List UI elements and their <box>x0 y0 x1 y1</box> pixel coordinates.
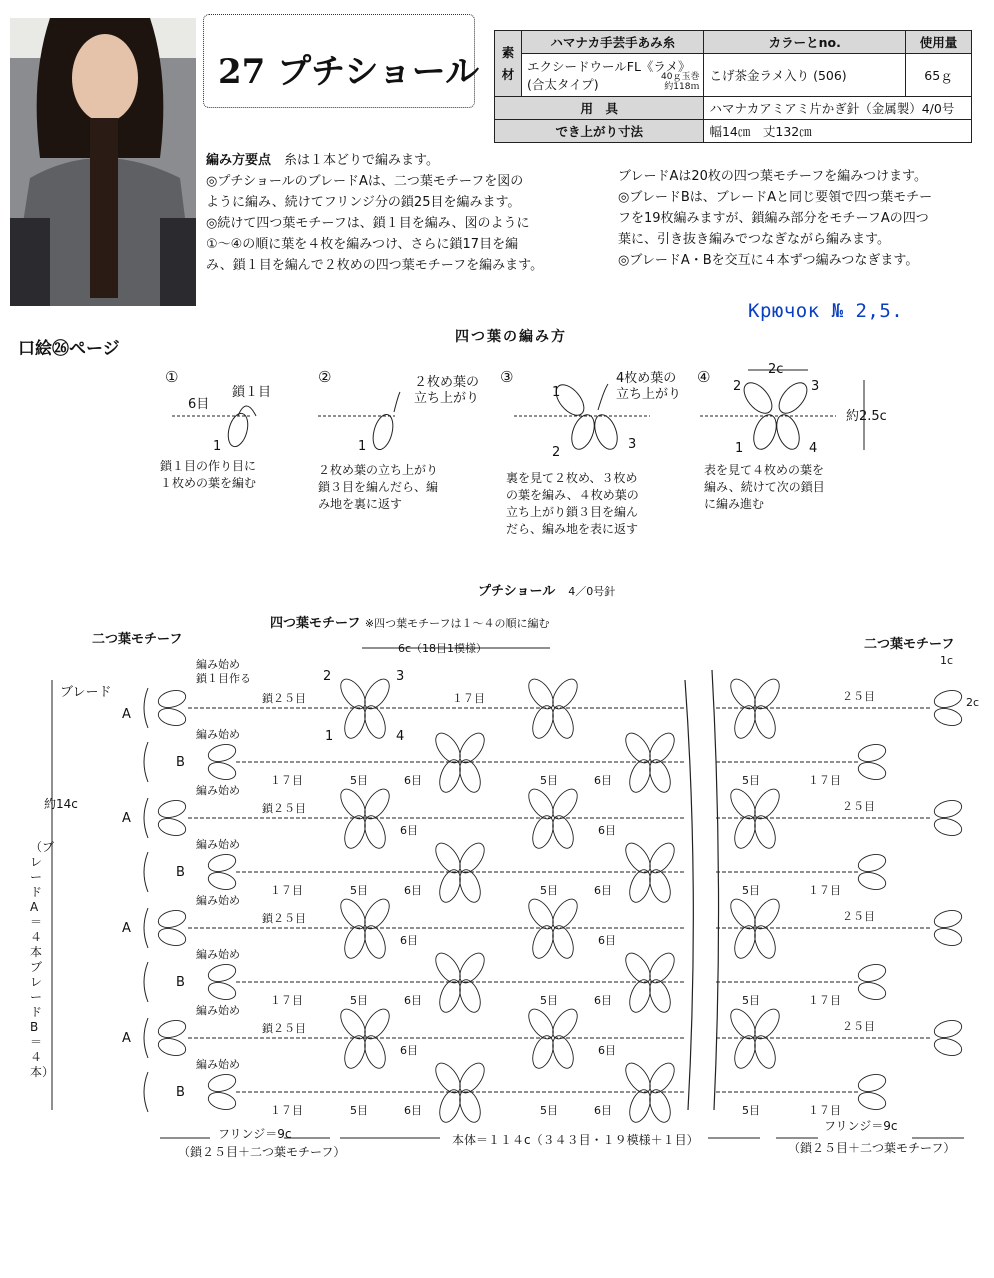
material-label: 素 材 <box>495 31 522 97</box>
start-label: 編み始め <box>196 948 240 961</box>
two-leaf-motif <box>206 1072 237 1113</box>
right-2c-label: 2c <box>966 696 980 709</box>
shawl-diagram <box>0 640 994 1160</box>
chain6-label: 6目 <box>598 934 616 947</box>
diagram-heading: プチショール 4／0号針 <box>478 584 616 599</box>
instructions-left: 編み方要点 糸は１本どりで編みます。 ◎プチショールのブレードAは、二つ葉モチーフを図の ように編み、続けてフリンジ分の鎖25目を編みます。 ◎続けて四つ葉モチーフは、鎖１目を編み、図のように ①～④の順に葉を４枚を編みつけ、さらに鎖17目を編 み、鎖１目を編んで２枚めの四つ葉モチーフを編みます。 <box>206 153 544 273</box>
two-leaf-motif <box>156 1018 187 1059</box>
chain25-label: 鎖２５目 <box>262 692 306 705</box>
yarn-header: ハマナカ手芸手あみ糸 <box>522 31 704 54</box>
right-1c-label: 1c <box>940 654 954 667</box>
step4-caption: 表を見て４枚めの葉を 編み、続けて次の鎖目 に編み進む <box>704 463 825 511</box>
start-label: 編み始め <box>196 1058 240 1071</box>
step3-number: ③ <box>500 368 514 386</box>
step4-label-2c: 2c <box>768 362 784 377</box>
row-label-a: A <box>122 707 131 722</box>
fringe-left-label: フリンジ＝9c <box>218 1127 292 1141</box>
start-label: 編み始め <box>196 728 240 741</box>
start-chain-label: 鎖１目作る <box>196 672 251 685</box>
two-leaf-motif-right <box>932 908 963 949</box>
chain5-label: 5目 <box>742 1104 760 1117</box>
two-leaf-motif-right <box>856 962 887 1003</box>
chain6-label: 6目 <box>594 994 612 1007</box>
tools-label: 用 具 <box>495 97 704 120</box>
row-label-b: B <box>176 755 185 770</box>
step1-number: ① <box>165 368 179 386</box>
row-brace <box>144 1018 148 1058</box>
step2-number: ② <box>318 368 332 386</box>
steps-heading: 四つ葉の編み方 <box>455 329 567 345</box>
chain6-label: 6目 <box>404 774 422 787</box>
chain6-label: 6目 <box>594 774 612 787</box>
step2-label-b: 立ち上がり <box>414 391 480 406</box>
size-value: 幅14㎝ 丈132㎝ <box>704 120 972 143</box>
row-label-b: B <box>176 865 185 880</box>
two-leaf-motif <box>206 742 237 783</box>
fringe-right-note: （鎖２５目＋二つ葉モチーフ） <box>788 1141 956 1155</box>
chain17-right-label: １７目 <box>808 884 841 897</box>
size-label: でき上がり寸法 <box>495 120 704 143</box>
two-leaf-motif-right <box>856 742 887 783</box>
chain6-label: 6目 <box>400 1044 418 1057</box>
chain5-label: 5目 <box>350 884 368 897</box>
step4-drawing <box>700 370 864 452</box>
repeat-label: 6c（18目1模様） <box>398 642 488 655</box>
row-brace <box>144 742 148 782</box>
amount-value: 65ｇ <box>906 54 972 97</box>
two-leaf-motif-right <box>856 1072 887 1113</box>
step1-caption: 鎖１目の作り目に １枚めの葉を編む <box>160 459 257 490</box>
chain17-right-label: １７目 <box>808 1104 841 1117</box>
start-label: 編み始め <box>196 1004 240 1017</box>
four-leaf-label: 四つ葉モチーフ ※四つ葉モチーフは１～４の順に編む <box>270 616 550 631</box>
step2-label-a: ２枚め葉の <box>414 375 480 390</box>
fringe-left-note: （鎖２５目＋二つ葉モチーフ） <box>178 1145 346 1159</box>
instructions-right: ブレードAは20枚の四つ葉モチーフを編みつけます。 ◎ブレードBは、ブレードAと同じ要領で四つ葉モチー フを19枚編みますが、鎖編み部分をモチーフAの四つ 葉に、引き抜き編みでつなぎながら編みます。 ◎ブレードA・Bを交互に４本ずつ編みつなぎます。 <box>618 169 933 268</box>
row-label-a: A <box>122 921 131 936</box>
fringe-right-label: フリンジ＝9c <box>824 1119 898 1133</box>
chain25-right-label: ２５目 <box>842 910 875 923</box>
braid-label: ブレード <box>60 685 112 700</box>
break-line-b <box>712 670 719 1110</box>
step3-label-3: 3 <box>628 437 637 452</box>
step2-label-1: 1 <box>358 439 367 454</box>
row-label-a: A <box>122 811 131 826</box>
page-reference: 口絵㉖ページ <box>18 339 120 359</box>
chain17-label: １７目 <box>270 884 303 897</box>
leaf-number-4: 4 <box>396 729 405 744</box>
chain5-label: 5目 <box>540 884 558 897</box>
start-label: 編み始め <box>196 894 240 907</box>
chain5-label: 5目 <box>540 1104 558 1117</box>
chain5-label: 5目 <box>742 774 760 787</box>
page-title: 27 プチショール <box>218 52 480 92</box>
chain25-right-label: ２５目 <box>842 1020 875 1033</box>
two-leaf-motif-right <box>932 1018 963 1059</box>
step4-label-4: 4 <box>809 441 818 456</box>
color-value: こげ茶金ラメ入り (506) <box>704 54 906 97</box>
chain17-right-label: １７目 <box>808 774 841 787</box>
width-label: 約14c <box>44 797 78 811</box>
two-leaf-motif <box>156 798 187 839</box>
two-leaf-motif-right <box>932 798 963 839</box>
chain6-label: 6目 <box>598 1044 616 1057</box>
body-total-label: 本体＝１１４c（３４３目・１９模様＋１目） <box>452 1133 699 1147</box>
step1-label-chain: 鎖１目 <box>232 385 272 400</box>
chain17-right-label: １７目 <box>808 994 841 1007</box>
two-leaf-motif <box>156 688 187 729</box>
step3-label-1: 1 <box>552 385 561 400</box>
leaf-number-3: 3 <box>396 669 405 684</box>
step4-number: ④ <box>697 368 711 386</box>
leaf-number-1: 1 <box>325 729 334 744</box>
row-brace <box>144 798 148 838</box>
hook-note: Крючок № 2,5. <box>748 300 904 322</box>
two-leaf-label-left: 二つ葉モチーフ <box>92 632 183 647</box>
two-leaf-motif-right <box>932 688 963 729</box>
chain25-label: 鎖２５目 <box>262 802 306 815</box>
two-leaf-motif <box>156 908 187 949</box>
steps-diagram <box>0 350 994 550</box>
amount-header: 使用量 <box>906 31 972 54</box>
model-photo <box>10 18 196 306</box>
row-brace <box>144 908 148 948</box>
chain6-label: 6目 <box>404 1104 422 1117</box>
step1-label-6: 6目 <box>188 397 210 412</box>
chain6-label: 6目 <box>404 884 422 897</box>
chain5-label: 5目 <box>540 774 558 787</box>
chain5-label: 5目 <box>350 774 368 787</box>
start-label: 編み始め <box>196 838 240 851</box>
two-leaf-motif <box>206 962 237 1003</box>
chain17-label: １７目 <box>270 994 303 1007</box>
two-leaf-motif <box>206 852 237 893</box>
row-label-b: B <box>176 1085 185 1100</box>
chain25-right-label: ２５目 <box>842 800 875 813</box>
yarn-type: (合太タイプ) <box>527 77 599 92</box>
chain17-label: １７目 <box>452 692 485 705</box>
yarn-cell <box>522 54 704 97</box>
chain6-label: 6目 <box>594 1104 612 1117</box>
width-note: （ブレードA＝４本 ブレードB＝４本） <box>30 840 55 1079</box>
chain17-label: １７目 <box>270 1104 303 1117</box>
chain25-label: 鎖２５目 <box>262 1022 306 1035</box>
chain6-label: 6目 <box>400 934 418 947</box>
two-leaf-motif-right <box>856 852 887 893</box>
chain17-label: １７目 <box>270 774 303 787</box>
chain5-label: 5目 <box>742 884 760 897</box>
chain25-right-label: ２５目 <box>842 690 875 703</box>
step1-label-1: 1 <box>213 439 222 454</box>
step2-caption: ２枚め葉の立ち上がり 鎖３目を編んだら、編 み地を裏に返す <box>318 463 439 511</box>
step4-label-2: 2 <box>733 379 742 394</box>
chain5-label: 5目 <box>540 994 558 1007</box>
step4-label-1: 1 <box>735 441 744 456</box>
step3-caption: 裏を見て２枚め、３枚め の葉を編み、４枚め葉の 立ち上がり鎖３目を編ん だら、編み地を表に返す <box>506 471 639 536</box>
row-brace <box>144 852 148 892</box>
two-leaf-label-right: 二つ葉モチーフ <box>864 637 955 652</box>
chain6-label: 6目 <box>400 824 418 837</box>
row-label-b: B <box>176 975 185 990</box>
bottom-dimension-lines <box>0 1128 994 1148</box>
yarn-length: 約118ｍ <box>664 82 700 92</box>
step3-label-2: 2 <box>552 445 561 460</box>
chain6-label: 6目 <box>404 994 422 1007</box>
row-brace <box>144 962 148 1002</box>
break-line-a <box>685 680 693 1110</box>
leaf-number-2: 2 <box>323 669 332 684</box>
step4-label-3: 3 <box>811 379 820 394</box>
color-header: カラーとno. <box>704 31 906 54</box>
row-brace <box>144 1072 148 1112</box>
step4-label-height: 約2.5c <box>846 409 887 424</box>
chain5-label: 5目 <box>350 994 368 1007</box>
chain5-label: 5目 <box>350 1104 368 1117</box>
row-label-a: A <box>122 1031 131 1046</box>
row-brace <box>144 688 148 728</box>
chain6-label: 6目 <box>598 824 616 837</box>
start-label-first: 編み始め <box>196 658 240 671</box>
yarn-weight: 40ｇ玉巻 <box>661 72 700 82</box>
chain5-label: 5目 <box>742 994 760 1007</box>
tools-value: ハマナカアミアミ片かぎ針（金属製）4/0号 <box>704 97 972 120</box>
materials-table <box>494 30 972 143</box>
chain6-label: 6目 <box>594 884 612 897</box>
step3-label-b: 立ち上がり <box>616 387 682 402</box>
yarn-name: エクシードウールFL《ラメ》 <box>527 59 691 74</box>
chain25-label: 鎖２５目 <box>262 912 306 925</box>
step3-label-a: 4枚め葉の <box>616 371 677 386</box>
start-label: 編み始め <box>196 784 240 797</box>
